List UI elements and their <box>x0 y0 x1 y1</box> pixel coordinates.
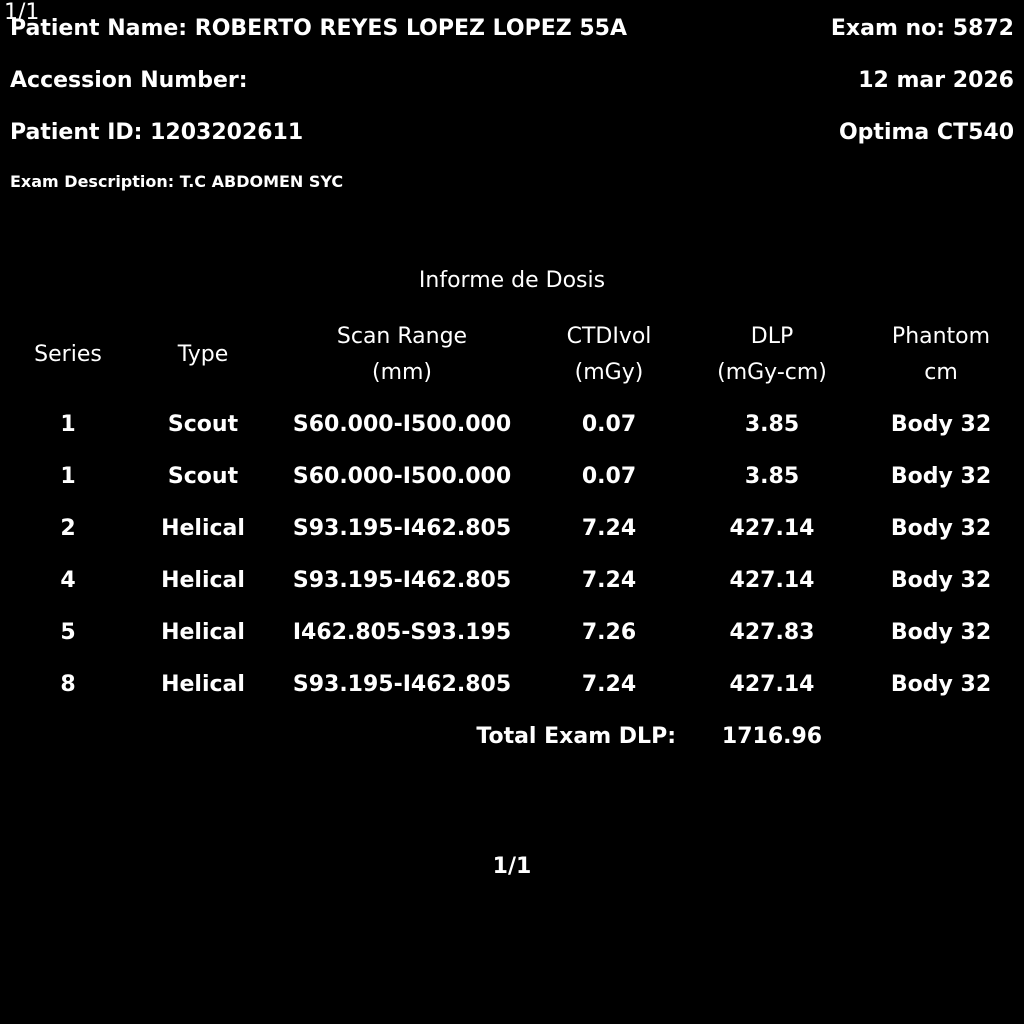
header-phantom-line: Phantom <box>891 324 991 349</box>
patient-name: Patient Name: ROBERTO REYES LOPEZ LOPEZ 55A <box>10 16 627 41</box>
exam-description: Exam Description: T.C ABDOMEN SYC <box>10 172 344 191</box>
cell-series: 2 <box>60 516 76 541</box>
header-type <box>178 337 229 373</box>
header-scan-range-line: (mm) <box>371 360 433 385</box>
total-dlp-value: 1716.96 <box>721 724 823 749</box>
page-number: 1/1 <box>492 854 532 879</box>
header-series-line: Series <box>34 342 102 367</box>
cell-scan-range: S60.000-I500.000 <box>292 412 512 437</box>
header-ctdivol-line: (mGy) <box>574 360 644 385</box>
cell-ctdivol: 7.26 <box>581 620 637 645</box>
cell-phantom: Body 32 <box>890 620 992 645</box>
page-indicator-overlay: 1/1 <box>4 0 40 25</box>
header-type-line: Type <box>177 342 229 367</box>
header-phantom-line: cm <box>924 360 958 385</box>
cell-series: 4 <box>60 568 76 593</box>
exam-date: 12 mar 2026 <box>858 68 1014 93</box>
scanner-model: Optima CT540 <box>838 120 1014 145</box>
cell-scan-range: I462.805-S93.195 <box>292 620 512 645</box>
patient-id: Patient ID: 1203202611 <box>10 120 304 145</box>
cell-ctdivol: 7.24 <box>581 672 637 697</box>
cell-type: Helical <box>161 516 245 541</box>
cell-dlp: 427.14 <box>729 516 815 541</box>
cell-series: 8 <box>60 672 76 697</box>
header-dlp <box>717 319 827 391</box>
cell-series: 1 <box>60 412 76 437</box>
header-scan-range-line: Scan Range <box>336 324 468 349</box>
cell-type: Scout <box>167 412 239 437</box>
cell-phantom: Body 32 <box>890 568 992 593</box>
cell-ctdivol: 0.07 <box>581 464 637 489</box>
cell-dlp: 427.14 <box>729 568 815 593</box>
cell-series: 1 <box>60 464 76 489</box>
header-series <box>34 337 102 373</box>
cell-phantom: Body 32 <box>890 412 992 437</box>
cell-scan-range: S93.195-I462.805 <box>292 516 512 541</box>
cell-phantom: Body 32 <box>890 516 992 541</box>
cell-scan-range: S60.000-I500.000 <box>292 464 512 489</box>
cell-type: Scout <box>167 464 239 489</box>
cell-type: Helical <box>161 620 245 645</box>
cell-dlp: 3.85 <box>744 464 800 489</box>
cell-ctdivol: 7.24 <box>581 516 637 541</box>
cell-ctdivol: 7.24 <box>581 568 637 593</box>
cell-scan-range: S93.195-I462.805 <box>292 568 512 593</box>
cell-scan-range: S93.195-I462.805 <box>292 672 512 697</box>
cell-ctdivol: 0.07 <box>581 412 637 437</box>
report-title: Informe de Dosis <box>418 268 606 293</box>
cell-dlp: 427.83 <box>729 620 815 645</box>
header-dlp-line: (mGy-cm) <box>717 360 827 385</box>
cell-dlp: 427.14 <box>729 672 815 697</box>
header-ctdivol <box>567 319 652 391</box>
cell-phantom: Body 32 <box>890 672 992 697</box>
cell-dlp: 3.85 <box>744 412 800 437</box>
header-scan-range <box>337 319 467 391</box>
cell-type: Helical <box>161 568 245 593</box>
cell-type: Helical <box>161 672 245 697</box>
cell-phantom: Body 32 <box>890 464 992 489</box>
header-dlp-line: DLP <box>750 324 794 349</box>
cell-series: 5 <box>60 620 76 645</box>
accession-number: Accession Number: <box>10 68 248 93</box>
header-phantom <box>892 319 990 391</box>
total-dlp-label: Total Exam DLP: <box>476 724 676 749</box>
exam-number: Exam no: 5872 <box>830 16 1014 41</box>
header-ctdivol-line: CTDIvol <box>566 324 652 349</box>
